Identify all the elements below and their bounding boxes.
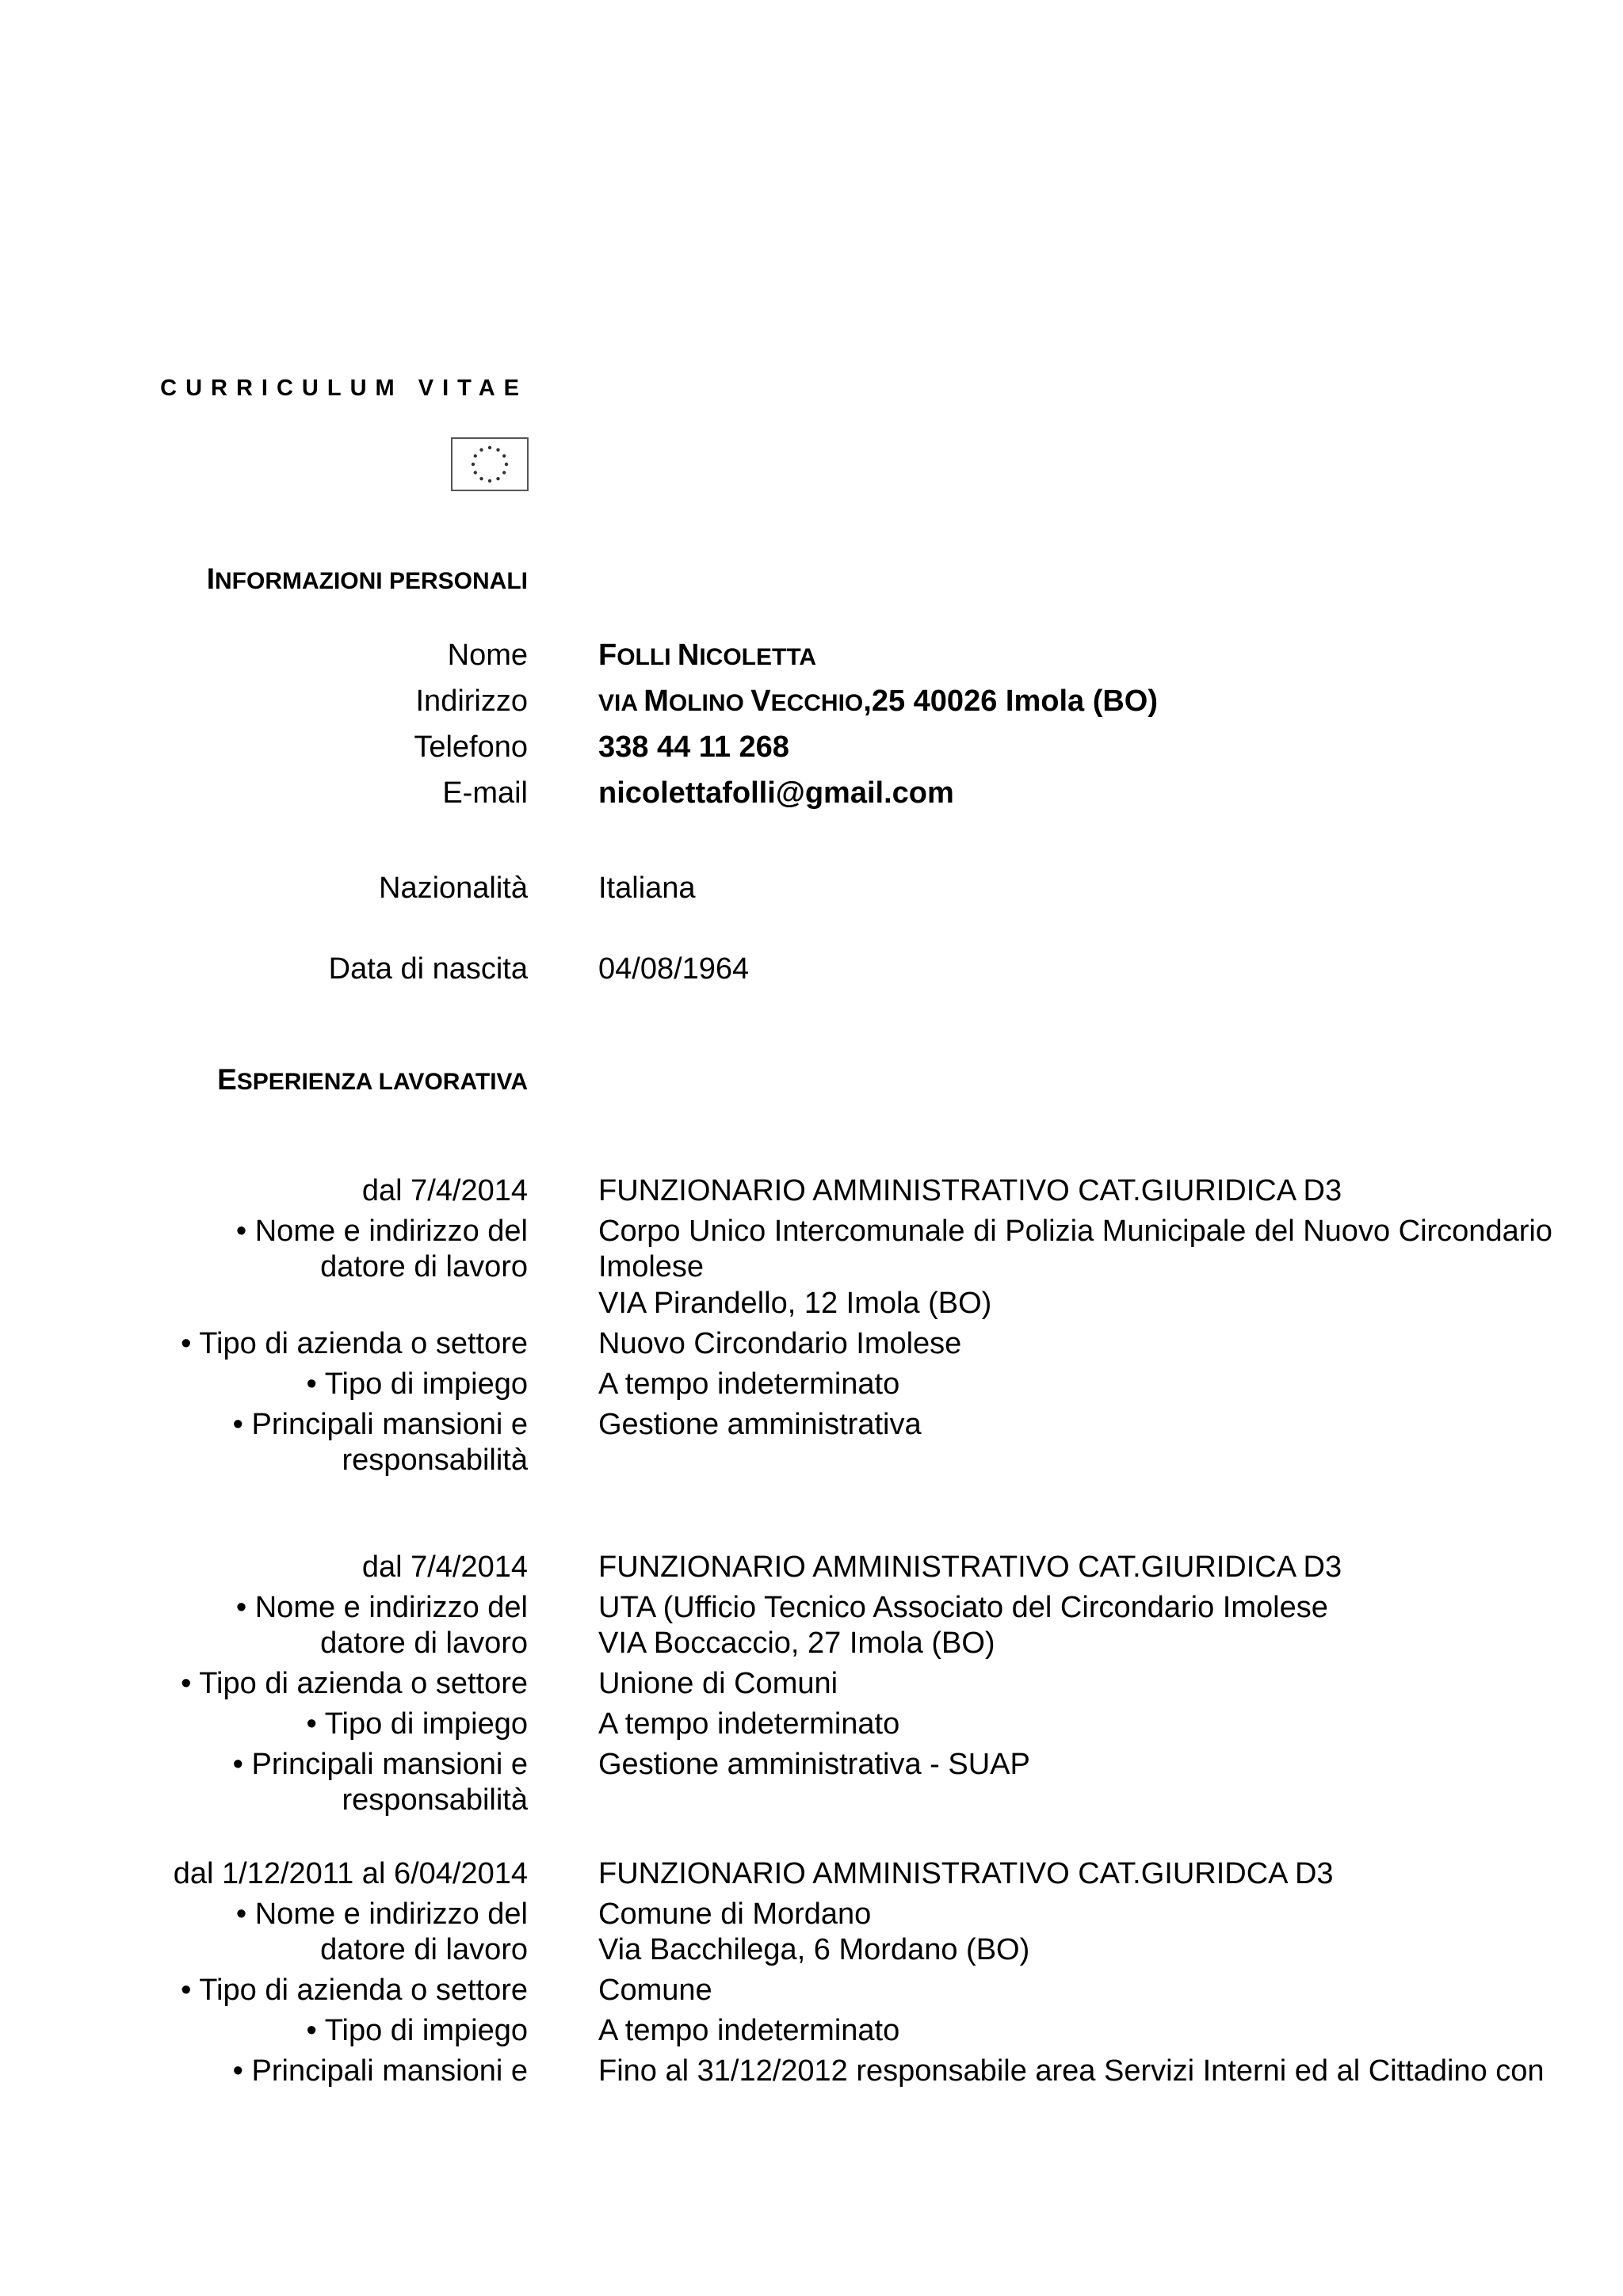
sector-value: Nuovo Circondario Imolese [598, 1327, 962, 1360]
duties-value: Gestione amministrativa - SUAP [598, 1748, 1030, 1781]
email-label: E-mail [442, 776, 528, 810]
employer-line: Via Bacchilega, 6 Mordano (BO) [598, 1933, 1030, 1966]
email-value: nicolettafolli@gmail.com [598, 776, 954, 810]
job-role: FUNZIONARIO AMMINISTRATIVO CAT.GIURIDCA D3 [598, 1857, 1334, 1890]
name-value: FOLLI NICOLETTA [598, 639, 817, 672]
sector-label: • Tipo di azienda o settore [181, 1327, 528, 1360]
eu-stars-icon [453, 439, 527, 490]
employer-line: VIA Boccaccio, 27 Imola (BO) [598, 1627, 995, 1660]
employer-line: UTA (Ufficio Tecnico Associato del Circondario Imolese [598, 1591, 1328, 1624]
sector-value: Unione di Comuni [598, 1667, 838, 1700]
employer-line: Corpo Unico Intercomunale di Polizia Municipale del Nuovo Circondario [598, 1215, 1552, 1248]
duties-label: • Principali mansioni e [232, 1748, 528, 1781]
cv-title: CURRICULUM VITAE [160, 376, 528, 401]
address-label: Indirizzo [415, 685, 528, 718]
nationality-value: Italiana [598, 871, 696, 905]
birthdate-value: 04/08/1964 [598, 952, 750, 986]
employment-type-value: A tempo indeterminato [598, 1367, 900, 1401]
phone-label: Telefono [414, 730, 528, 764]
employer-label-cont: datore di lavoro [320, 1933, 528, 1966]
employment-type-value: A tempo indeterminato [598, 2014, 900, 2047]
job-period: dal 7/4/2014 [361, 1174, 528, 1207]
birthdate-label: Data di nascita [328, 952, 528, 986]
employment-type-value: A tempo indeterminato [598, 1707, 900, 1741]
duties-label: • Principali mansioni e [232, 1408, 528, 1441]
job-period: dal 7/4/2014 [361, 1550, 528, 1584]
phone-value: 338 44 11 268 [598, 730, 789, 764]
employer-label: • Nome e indirizzo del [235, 1591, 528, 1624]
employer-line: Comune di Mordano [598, 1897, 872, 1931]
eu-flag-icon [451, 437, 529, 491]
job-period: dal 1/12/2011 al 6/04/2014 [173, 1857, 528, 1890]
address-value: VIA MOLINO VECCHIO,25 40026 Imola (BO) [598, 685, 1159, 718]
employer-line: Imolese [598, 1250, 705, 1283]
job-role: FUNZIONARIO AMMINISTRATIVO CAT.GIURIDICA D3 [598, 1174, 1342, 1207]
experience-heading: ESPERIENZA LAVORATIVA [217, 1063, 528, 1096]
duties-label-cont: responsabilità [342, 1783, 528, 1817]
employer-line: VIA Pirandello, 12 Imola (BO) [598, 1287, 992, 1320]
employer-label-cont: datore di lavoro [320, 1627, 528, 1660]
duties-label: • Principali mansioni e [232, 2054, 528, 2088]
nationality-label: Nazionalità [379, 871, 528, 905]
duties-label-cont: responsabilità [342, 1444, 528, 1477]
sector-label: • Tipo di azienda o settore [181, 1974, 528, 2007]
duties-value: Fino al 31/12/2012 responsabile area Servizi Interni ed al Cittadino con [598, 2054, 1545, 2088]
employment-type-label: • Tipo di impiego [306, 2014, 528, 2047]
personal-info-heading: INFORMAZIONI PERSONALI [206, 563, 528, 595]
employer-label-cont: datore di lavoro [320, 1250, 528, 1283]
employer-label: • Nome e indirizzo del [235, 1897, 528, 1931]
job-role: FUNZIONARIO AMMINISTRATIVO CAT.GIURIDICA D3 [598, 1550, 1342, 1584]
sector-value: Comune [598, 1974, 712, 2007]
name-label: Nome [447, 639, 528, 672]
employment-type-label: • Tipo di impiego [306, 1367, 528, 1401]
employment-type-label: • Tipo di impiego [306, 1707, 528, 1741]
employer-label: • Nome e indirizzo del [235, 1215, 528, 1248]
sector-label: • Tipo di azienda o settore [181, 1667, 528, 1700]
duties-value: Gestione amministrativa [598, 1408, 922, 1441]
